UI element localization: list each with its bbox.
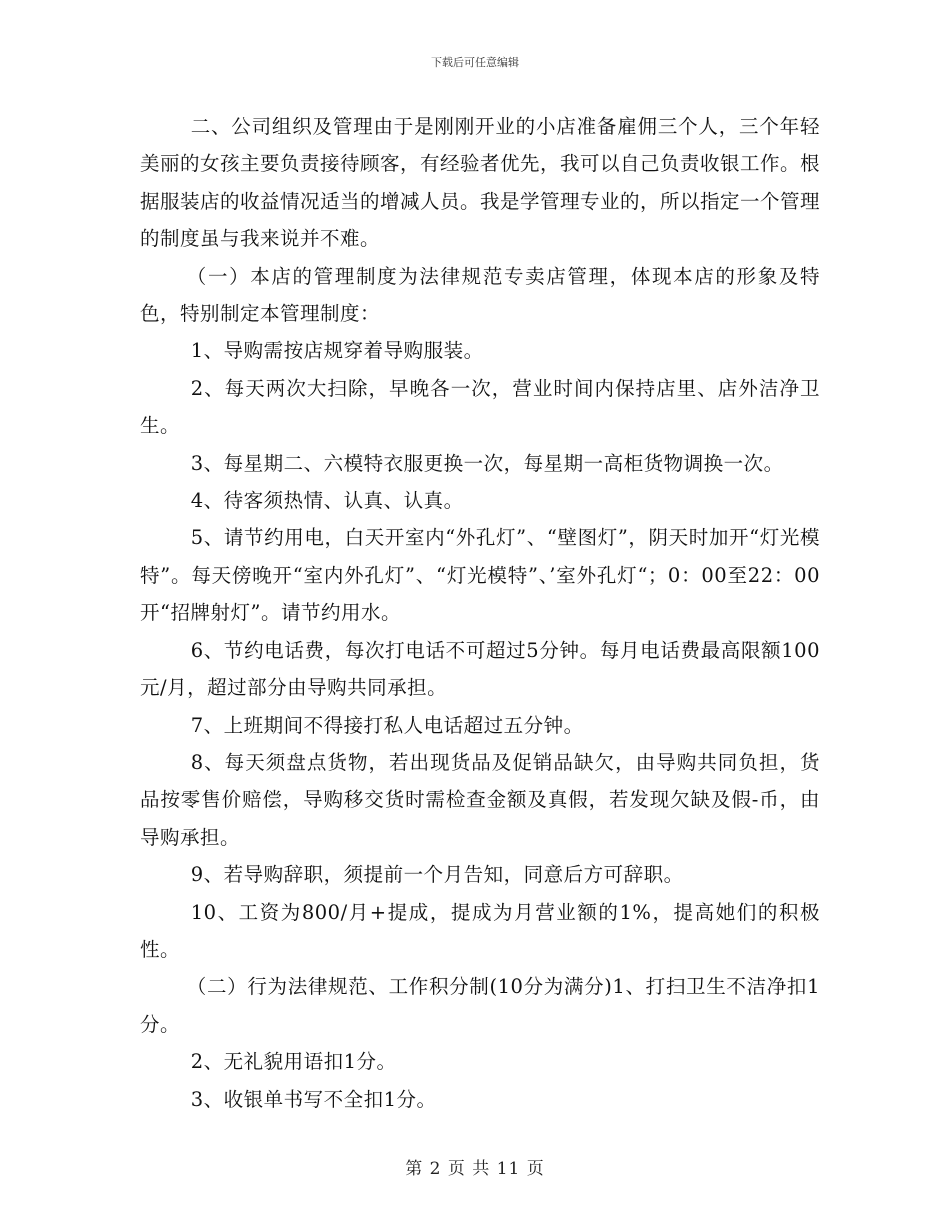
paragraph-scoring-system-heading: （二）行为法律规范、工作积分制(10分为满分)1、打扫卫生不洁净扣1分。	[140, 975, 820, 1036]
paragraph-company-organization: 二、公司组织及管理由于是刚刚开业的小店准备雇佣三个人，三个年轻美丽的女孩主要负责接待顾客，有经验者优先，我可以自己负责收银工作。根据服装店的收益情况适当的增减人员。我是学管理专业的，所以指定一个管理的制度虽与我来说并不难。	[140, 115, 821, 251]
rule-item-2: 2、每天两次大扫除，早晚各一次，营业时间内保持店里、店外洁净卫生。	[140, 376, 820, 438]
rule-item-4: 4、待客须热情、认真、认真。	[190, 489, 464, 513]
rule-item-1: 1、导购需按店规穿着导购服装。	[190, 339, 484, 363]
scoring-item-2: 2、无礼貌用语扣1分。	[190, 1050, 397, 1074]
rule-item-8: 8、每天须盘点货物，若出现货品及促销品缺欠，由导购共同负担，货品按零售价赔偿，导购移交货时需检查金额及真假，若发现欠缺及假-币，由导购承担。	[140, 750, 820, 849]
paragraph-management-system-heading: （一）本店的管理制度为法律规范专卖店管理，体现本店的形象及特色，特别制定本管理制度：	[140, 264, 820, 326]
rule-item-10: 10、工资为800/月+提成，提成为月营业额的1%，提高她们的积极性。	[140, 900, 820, 961]
document-body	[140, 108, 820, 1118]
page-number-footer: 第 2 页 共 11 页	[405, 1159, 545, 1179]
rule-item-6: 6、节约电话费，每次打电话不可超过5分钟。每月电话费最高限额100元/月，超过部分由导购共同承担。	[140, 638, 820, 700]
rule-item-7: 7、上班期间不得接打私人电话超过五分钟。	[190, 713, 584, 737]
rule-item-3: 3、每星期二、六模特衣服更换一次，每星期一高柜货物调换一次。	[190, 451, 784, 475]
rule-item-5: 5、请节约用电，白天开室内“外孔灯”、“壁图灯”，阴天时加开“灯光模特”。每天傍晚开“室内外孔灯”、“灯光模特”、’室外孔灯“；0：00至22：00开“招牌射灯”。请节约用水。	[140, 526, 820, 625]
scoring-item-3: 3、收银单书写不全扣1分。	[190, 1087, 437, 1111]
rule-item-9: 9、若导购辞职，须提前一个月告知，同意后方可辞职。	[190, 863, 684, 887]
page-header: 下载后可任意编辑	[431, 56, 519, 69]
